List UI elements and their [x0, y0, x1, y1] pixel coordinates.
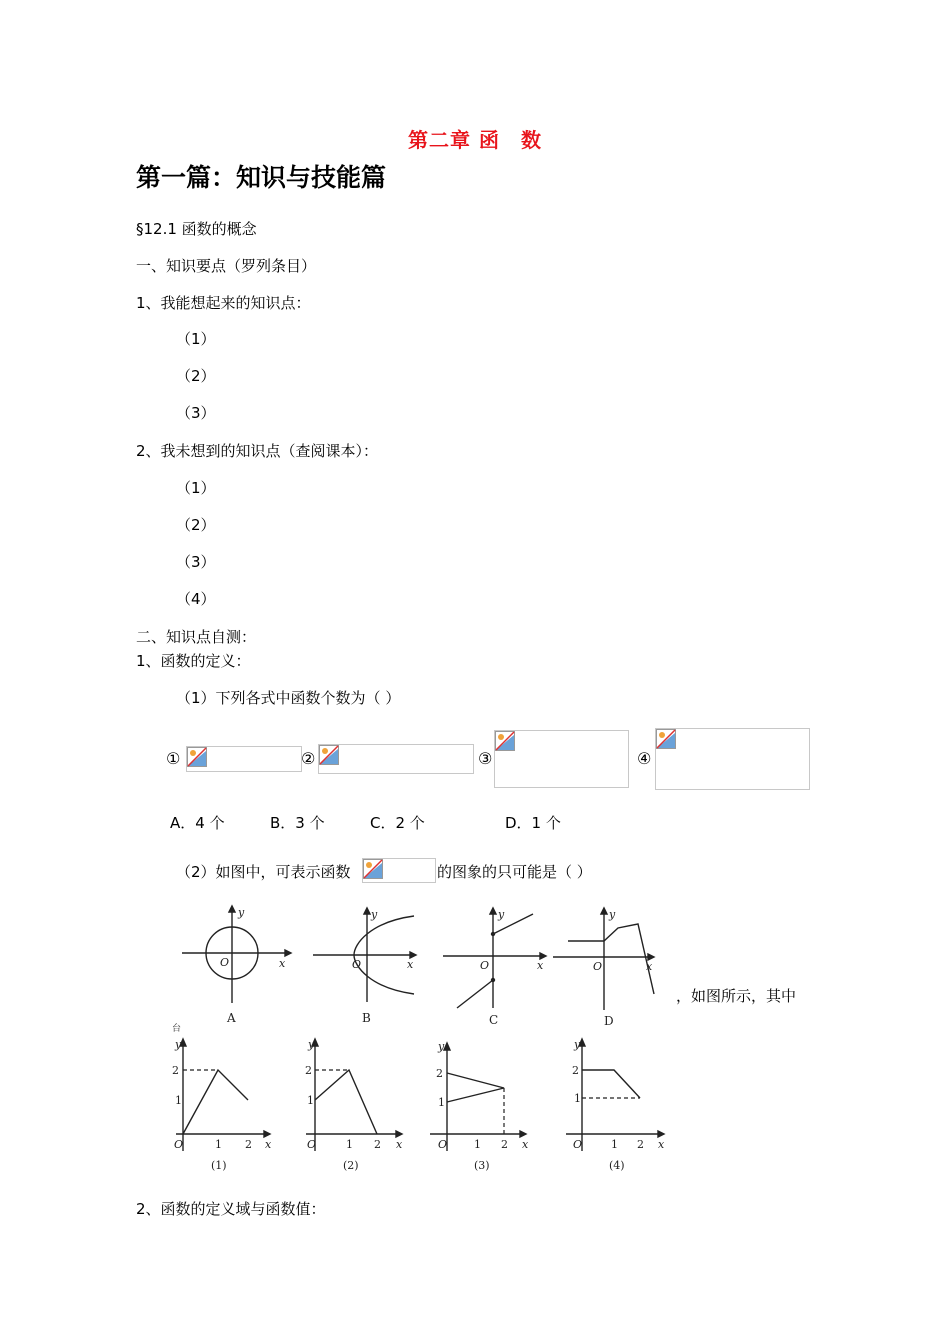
tick-label-2: 2 [572, 1064, 579, 1077]
axis-y-label: y [175, 1038, 182, 1051]
formula-image-5 [362, 858, 436, 883]
heading-selftest: 二、知识点自测： [136, 628, 257, 646]
section-title: §12.1 函数的概念 [136, 220, 257, 238]
formula-image-3 [494, 730, 629, 788]
tick-label-2: 2 [172, 1064, 179, 1077]
formula-image-4 [655, 728, 810, 790]
problem-2-text-after: 的图象的只可能是（ ） [437, 863, 592, 881]
axis-x-label: x [522, 1138, 529, 1151]
part-title: 第一篇：知识与技能篇 [136, 163, 387, 192]
graph-label-d: D [604, 1014, 614, 1028]
broken-image-icon [319, 745, 339, 765]
stray-character: 台 [172, 1024, 182, 1034]
graph-label-3: (3) [474, 1159, 490, 1172]
tick-label-1: 1 [175, 1094, 182, 1107]
graph-label-4: (4) [609, 1159, 625, 1172]
heading-knowledge: 一、知识要点（罗列条目） [136, 257, 317, 275]
subsection-definition: 1、函数的定义： [136, 652, 251, 670]
tick-label-1: 1 [474, 1138, 481, 1151]
unrecalled-item: （2） [176, 516, 216, 534]
unrecalled-item: （4） [176, 590, 216, 608]
axis-y-label: y [574, 1038, 581, 1051]
unrecalled-item: （3） [176, 553, 216, 571]
axis-y-label: y [371, 908, 378, 921]
function-graphs-1234 [168, 1036, 678, 1176]
question-recall: 1、我能想起来的知识点： [136, 294, 311, 312]
choice-c: C．2 个 [370, 814, 425, 832]
subsection-domain: 2、函数的定义域与函数值： [136, 1200, 326, 1218]
tick-label-2: 2 [374, 1138, 381, 1151]
choice-b: B．3 个 [270, 814, 325, 832]
trailing-text: ，如图所示，其中 [676, 987, 797, 1005]
function-graphs-abcd [170, 900, 653, 1032]
origin-label: O [480, 959, 490, 972]
graph-label-a: A [227, 1011, 236, 1025]
tick-label-2: 2 [637, 1138, 644, 1151]
graph-label-2: (2) [343, 1159, 359, 1172]
tick-label-1: 1 [215, 1138, 222, 1151]
tick-label-2: 2 [305, 1064, 312, 1077]
broken-image-icon [363, 859, 383, 879]
choice-a: A．4 个 [170, 814, 225, 832]
origin-label: O [438, 1138, 448, 1151]
axis-x-label: x [537, 959, 544, 972]
axis-y-label: y [238, 906, 245, 919]
axis-x-label: x [265, 1138, 272, 1151]
axis-y-label: y [498, 908, 505, 921]
tick-label-2: 2 [436, 1067, 443, 1080]
origin-label: O [174, 1138, 184, 1151]
tick-label-1: 1 [438, 1096, 445, 1109]
axis-y-label: y [609, 908, 616, 921]
circle-number-2: ② [301, 749, 316, 768]
origin-label: O [352, 958, 362, 971]
axis-y-label: y [438, 1040, 445, 1053]
axis-x-label: x [646, 960, 653, 973]
problem-2-text-before: （2）如图中，可表示函数 [176, 863, 351, 881]
tick-label-1: 1 [307, 1094, 314, 1107]
choice-d: D．1 个 [505, 814, 561, 832]
broken-image-icon [187, 747, 207, 767]
broken-image-icon [495, 731, 515, 751]
circle-number-4: ④ [637, 749, 652, 768]
tick-label-2: 2 [245, 1138, 252, 1151]
question-unrecalled: 2、我未想到的知识点（查阅课本）： [136, 442, 379, 460]
formula-image-1 [186, 746, 302, 772]
formula-image-2 [318, 744, 474, 774]
origin-label: O [220, 956, 230, 969]
axis-x-label: x [396, 1138, 403, 1151]
axis-x-label: x [658, 1138, 665, 1151]
chapter-title: 第二章 函 数 [408, 128, 542, 152]
tick-label-1: 1 [574, 1092, 581, 1105]
tick-label-1: 1 [346, 1138, 353, 1151]
tick-label-2: 2 [501, 1138, 508, 1151]
recall-item: （2） [176, 367, 216, 385]
axis-y-label: y [308, 1038, 315, 1051]
graph-label-c: C [489, 1013, 499, 1027]
tick-label-1: 1 [611, 1138, 618, 1151]
unrecalled-item: （1） [176, 479, 216, 497]
recall-item: （3） [176, 404, 216, 422]
origin-label: O [307, 1138, 317, 1151]
recall-item: （1） [176, 330, 216, 348]
graph-label-b: B [362, 1011, 371, 1025]
broken-image-icon [656, 729, 676, 749]
circle-number-3: ③ [478, 749, 493, 768]
axis-x-label: x [279, 957, 286, 970]
graph-label-1: (1) [211, 1159, 227, 1172]
origin-label: O [593, 960, 603, 973]
origin-label: O [573, 1138, 583, 1151]
problem-1: （1）下列各式中函数个数为（ ） [176, 689, 401, 707]
circle-number-1: ① [166, 749, 181, 768]
axis-x-label: x [407, 958, 414, 971]
